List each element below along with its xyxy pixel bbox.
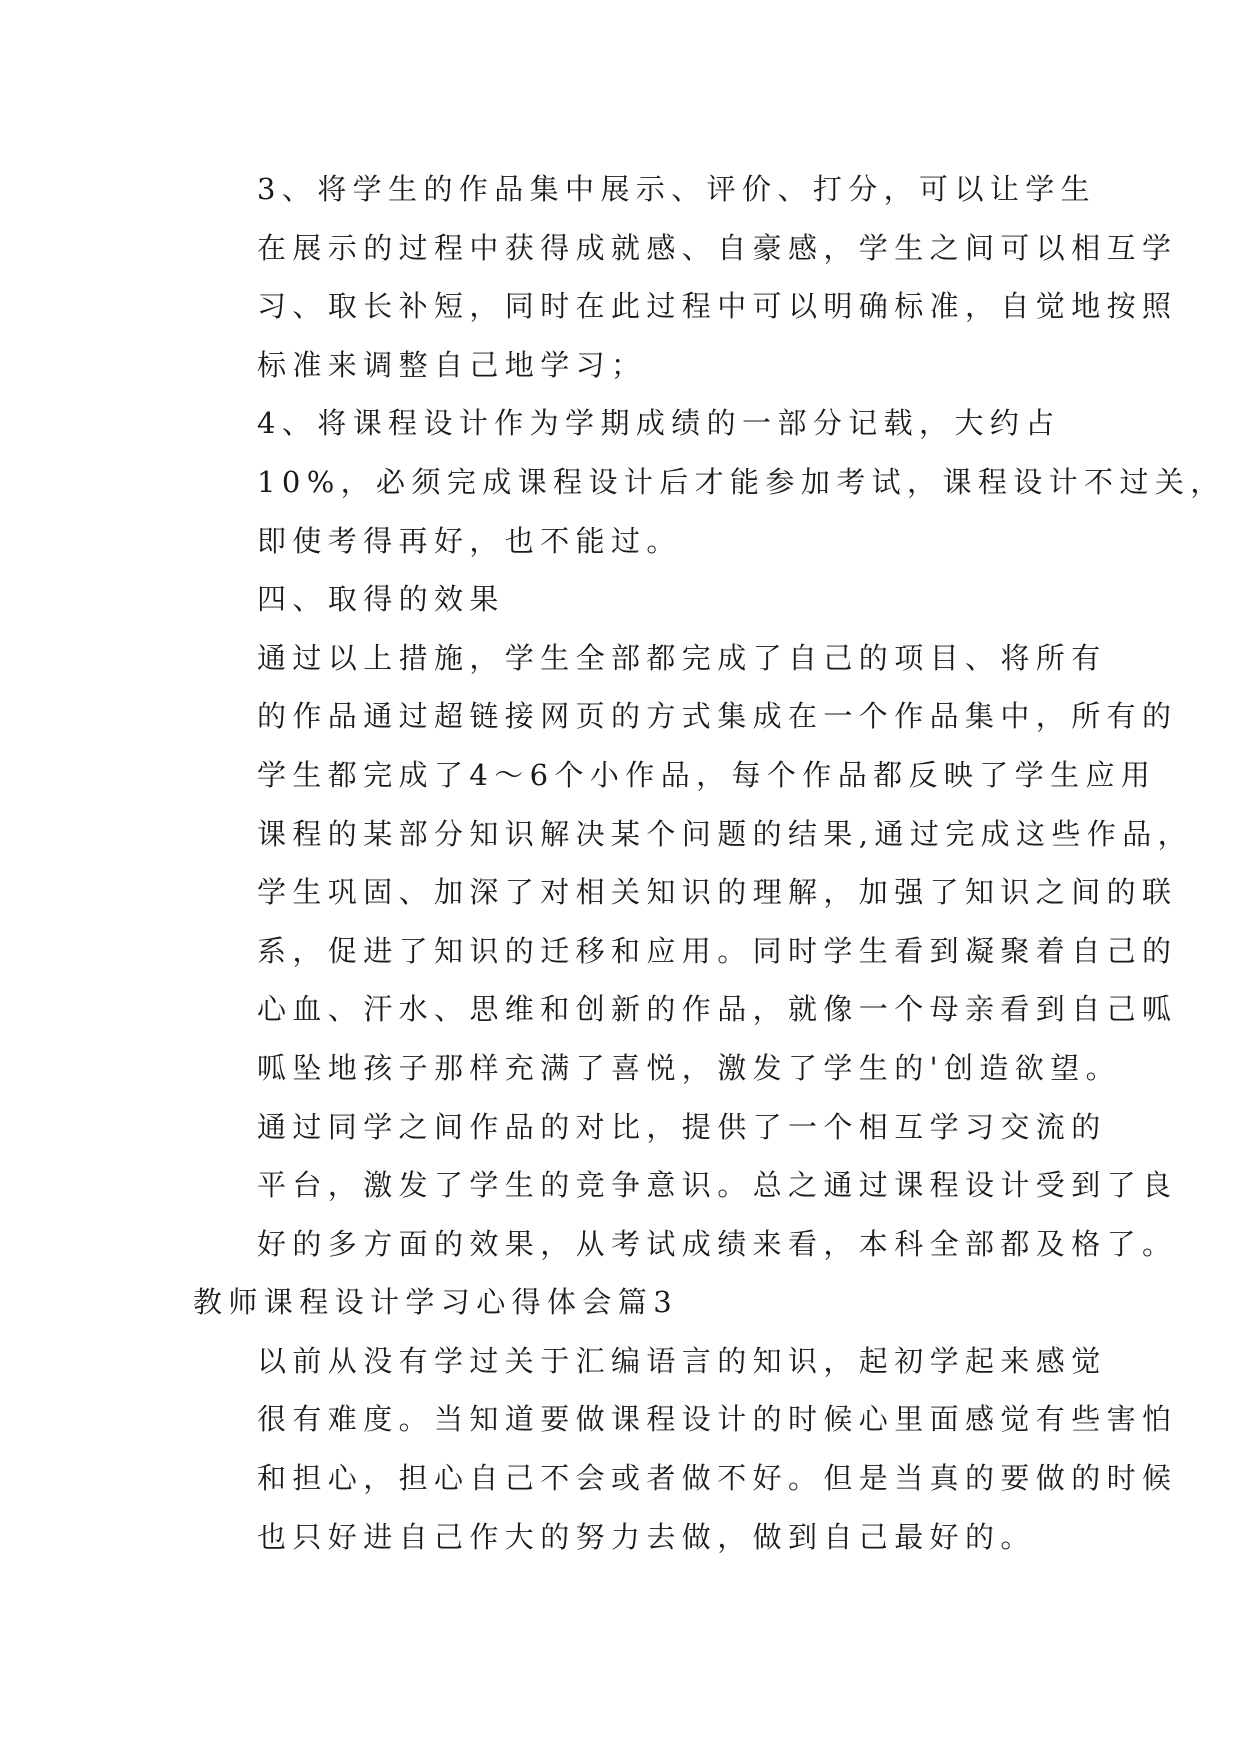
text-line: 和担心，担心自己不会或者做不好。但是当真的要做的时候 [257, 1461, 1178, 1496]
text-line: 在展示的过程中获得成就感、自豪感，学生之间可以相互学 [257, 230, 1178, 265]
text-line: 好的多方面的效果，从考试成绩来看，本科全部都及格了。 [257, 1226, 1178, 1261]
text-line: 心血、汗水、思维和创新的作品，就像一个母亲看到自己呱 [257, 992, 1178, 1027]
body-paragraph [193, 629, 1194, 1098]
body-paragraph [193, 1332, 1178, 1566]
text-line: 四、取得的效果 [257, 582, 505, 617]
text-line: 的作品通过超链接网页的方式集成在一个作品集中，所有的 [257, 699, 1178, 734]
text-line: 通过以上措施，学生全部都完成了自己的项目、将所有 [257, 640, 1107, 675]
text-line: 很有难度。当知道要做课程设计的时候心里面感觉有些害怕 [257, 1402, 1178, 1437]
text-line: 10%，必须完成课程设计后才能参加考试，课程设计不过关， [257, 464, 1226, 499]
text-line: 习、取长补短，同时在此过程中可以明确标准，自觉地按照 [257, 289, 1178, 324]
body-paragraph [193, 1098, 1178, 1274]
text-line: 呱坠地孩子那样充满了喜悦，激发了学生的'创造欲望。 [257, 1050, 1121, 1085]
text-line: 标准来调整自己地学习； [257, 347, 647, 382]
text-line: 以前从没有学过关于汇编语言的知识，起初学起来感觉 [257, 1343, 1107, 1378]
document-page [193, 160, 1226, 1566]
text-line: 平台，激发了学生的竞争意识。总之通过课程设计受到了良 [257, 1168, 1178, 1203]
text-line: 教师课程设计学习心得体会篇3 [193, 1285, 679, 1320]
text-line: 课程的某部分知识解决某个问题的结果,通过完成这些作品， [257, 816, 1194, 851]
body-paragraph [193, 394, 1226, 570]
text-line: 3、将学生的作品集中展示、评价、打分，可以让学生 [257, 172, 1097, 206]
text-line: 学生都完成了4～6个小作品，每个作品都反映了学生应用 [257, 757, 1157, 792]
body-paragraph [193, 570, 1063, 629]
section-heading [193, 1273, 1063, 1332]
text-line: 也只好进自己作大的努力去做，做到自己最好的。 [257, 1519, 1036, 1554]
text-line: 即使考得再好，也不能过。 [257, 523, 682, 558]
text-line: 4、将课程设计作为学期成绩的一部分记载，大约占 [257, 406, 1061, 441]
text-line: 学生巩固、加深了对相关知识的理解，加强了知识之间的联 [257, 875, 1178, 910]
text-line: 系，促进了知识的迁移和应用。同时学生看到凝聚着自己的 [257, 933, 1178, 968]
body-paragraph [193, 160, 1178, 394]
text-line: 通过同学之间作品的对比，提供了一个相互学习交流的 [257, 1109, 1107, 1144]
